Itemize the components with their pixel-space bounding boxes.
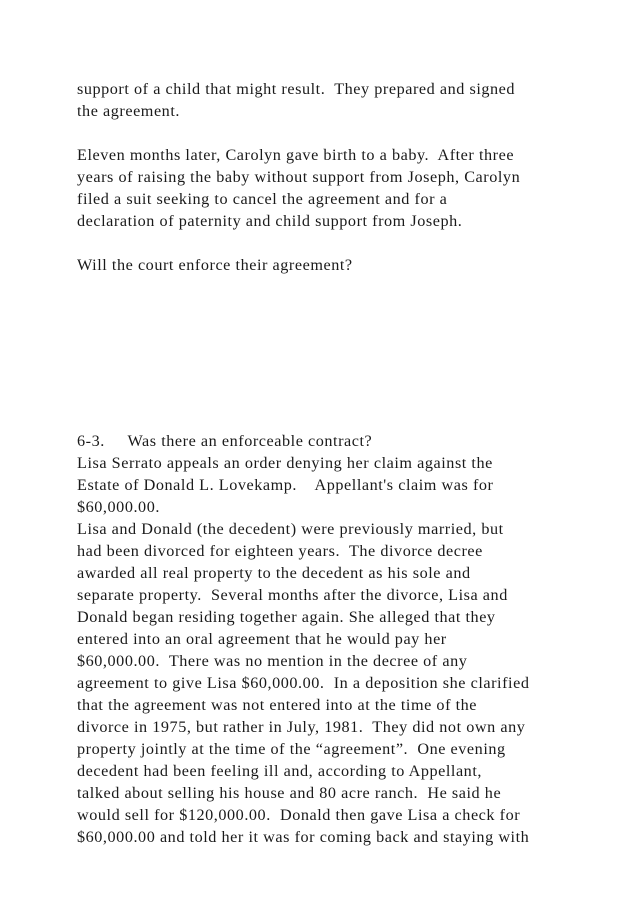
section-line: would sell for $120,000.00. Donald then gave Lisa a check for (77, 806, 521, 824)
paragraph-line: declaration of paternity and child support from Joseph. (77, 212, 463, 230)
section-line: property jointly at the time of the “agreement”. One evening (77, 740, 506, 758)
question-line: Will the court enforce their agreement? (77, 256, 353, 274)
section-line: entered into an oral agreement that he would pay her (77, 630, 447, 648)
section-line: divorce in 1975, but rather in July, 1981. They did not own any (77, 718, 526, 736)
section-line: Donald began residing together again. She alleged that they (77, 608, 496, 626)
paragraph-line: years of raising the baby without support from Joseph, Carolyn (77, 168, 521, 186)
section-line: Estate of Donald L. Lovekamp. Appellant's claim was for (77, 476, 494, 494)
section-line: $60,000.00. (77, 498, 160, 516)
section-line: Lisa Serrato appeals an order denying her claim against the (77, 454, 493, 472)
paragraph-line: support of a child that might result. They prepared and signed (77, 80, 516, 98)
section-line: had been divorced for eighteen years. The divorce decree (77, 542, 483, 560)
section-line: awarded all real property to the decedent as his sole and (77, 564, 471, 582)
section-line: separate property. Several months after the divorce, Lisa and (77, 586, 508, 604)
section-line: $60,000.00 and told her it was for coming back and staying with (77, 828, 530, 846)
section-heading: 6-3. Was there an enforceable contract? (77, 432, 373, 450)
section-line: agreement to give Lisa $60,000.00. In a deposition she clarified (77, 674, 530, 692)
paragraph-line: filed a suit seeking to cancel the agreement and for a (77, 190, 448, 208)
section-line: Lisa and Donald (the decedent) were previously married, but (77, 520, 504, 538)
paragraph-line: Eleven months later, Carolyn gave birth to a baby. After three (77, 146, 515, 164)
section-line: that the agreement was not entered into at the time of the (77, 696, 478, 714)
paragraph-line: the agreement. (77, 102, 180, 120)
section-line: $60,000.00. There was no mention in the decree of any (77, 652, 468, 670)
section-line: decedent had been feeling ill and, according to Appellant, (77, 762, 482, 780)
section-line: talked about selling his house and 80 acre ranch. He said he (77, 784, 502, 802)
